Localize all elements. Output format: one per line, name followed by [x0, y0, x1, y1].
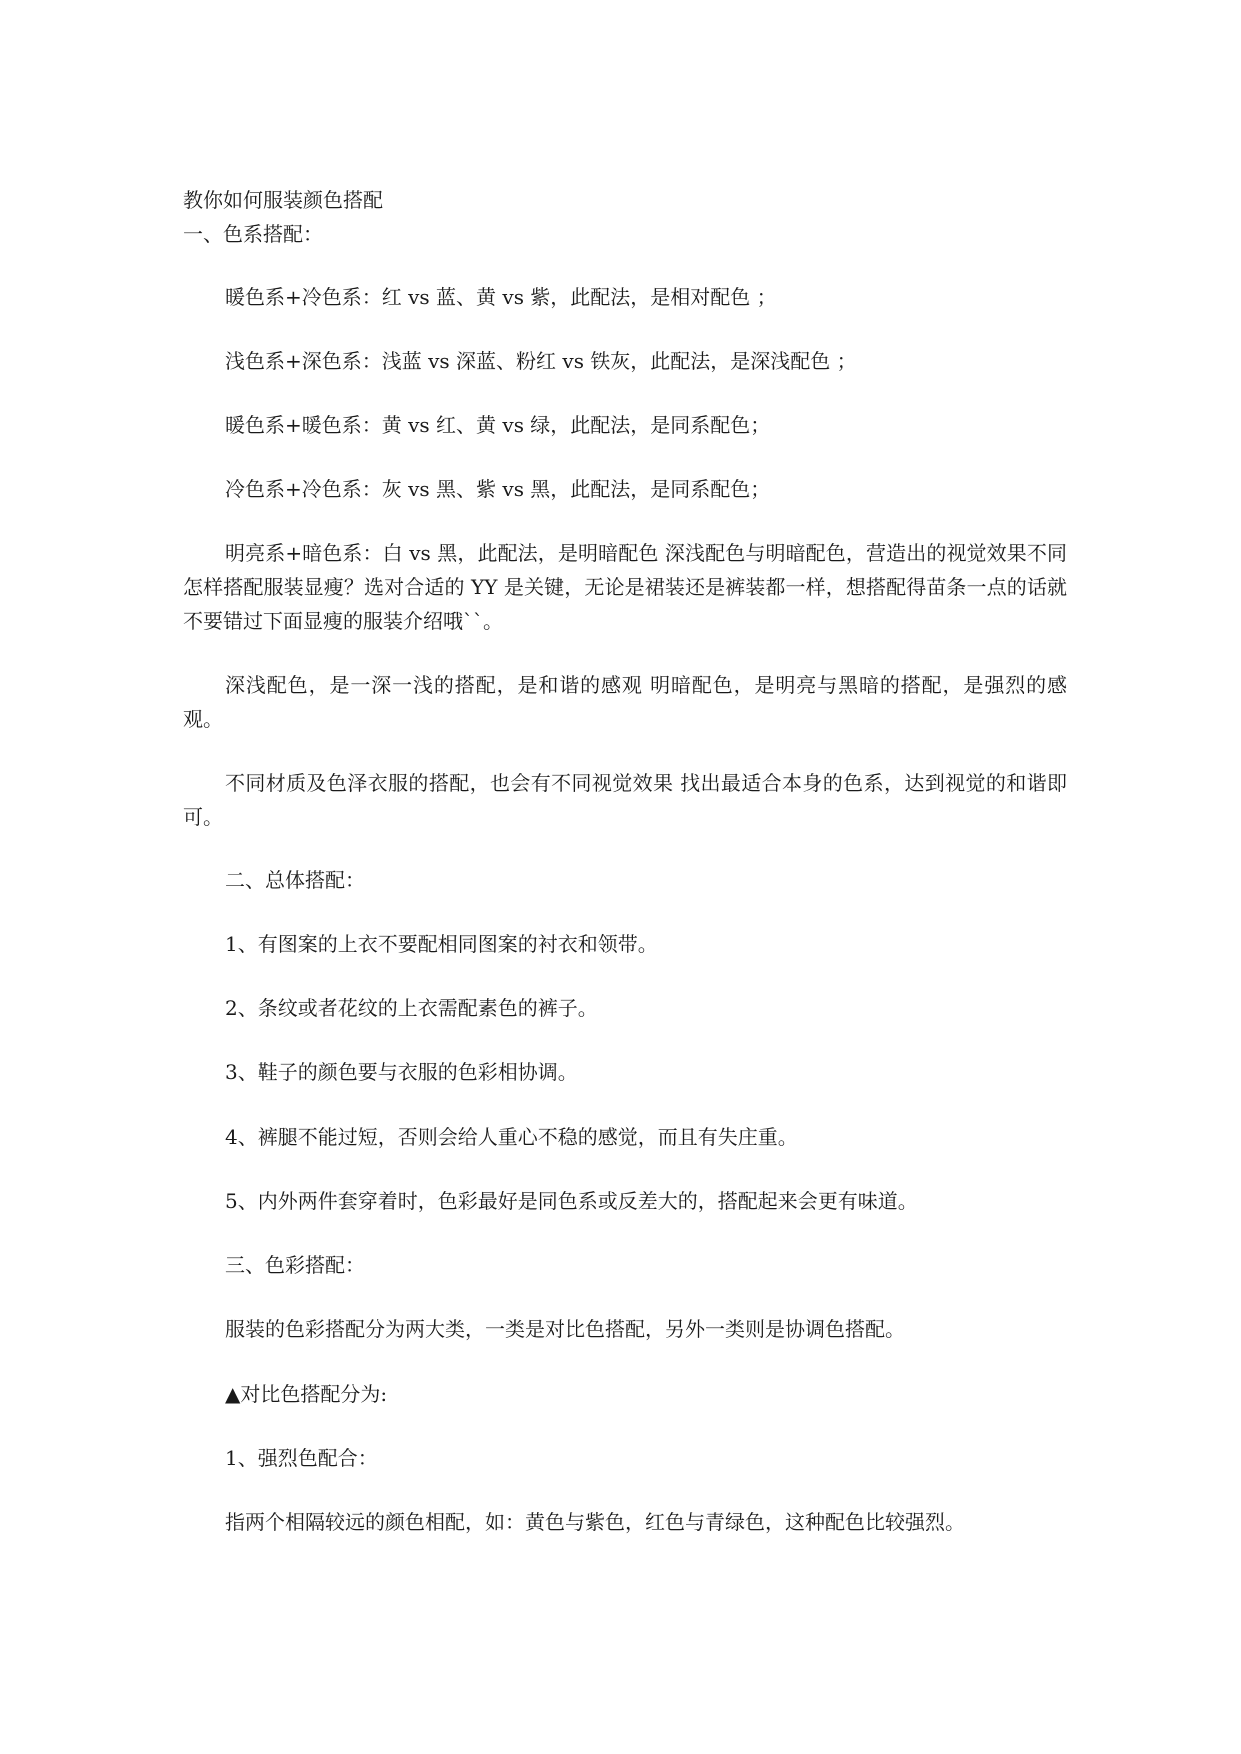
document-title: 教你如何服装颜色搭配: [183, 188, 383, 212]
paragraph-depth: 深浅配色，是一深一浅的搭配，是和谐的感观 明暗配色，是明亮与黑暗的搭配，是强烈的感观。: [183, 673, 1067, 731]
paragraph-strong-color: 指两个相隔较远的颜色相配，如：黄色与紫色，红色与青绿色，这种配色比较强烈。: [225, 1510, 965, 1534]
rule-item: 5、内外两件套穿着时，色彩最好是同色系或反差大的，搭配起来会更有味道。: [225, 1189, 918, 1213]
rule-item: 3、鞋子的颜色要与衣服的色彩相协调。: [225, 1060, 578, 1084]
rule-item: 4、裤腿不能过短，否则会给人重心不稳的感觉，而且有失庄重。: [225, 1125, 798, 1149]
contrast-heading: ▲对比色搭配分为:: [225, 1382, 388, 1406]
paragraph-warm-cool: 暖色系+冷色系：红 vs 蓝、黄 vs 紫，此配法，是相对配色 ；: [225, 285, 777, 309]
paragraph-material: 不同材质及色泽衣服的搭配，也会有不同视觉效果 找出最适合本身的色系，达到视觉的和谐即可。: [183, 771, 1067, 829]
section-heading-overall: 二、总体搭配：: [225, 868, 365, 892]
strong-color-heading: 1、强烈色配合：: [225, 1446, 378, 1470]
section-heading-color-matching: 三、色彩搭配：: [225, 1253, 365, 1277]
section-heading-color-systems: 一、色系搭配：: [183, 222, 323, 246]
paragraph-warm-warm: 暖色系+暖色系：黄 vs 红、黄 vs 绿，此配法，是同系配色；: [225, 413, 771, 437]
paragraph-bright-dark: 明亮系+暗色系：白 vs 黑，此配法，是明暗配色 深浅配色与明暗配色，营造出的视觉效果不同怎样搭配服装显瘦？选对合适的 YY 是关键，无论是裙装还是裤装都一样，想搭配得苗条一点的话就不要错过下面显瘦的服装介绍哦``。: [183, 541, 1067, 633]
rule-item: 2、条纹或者花纹的上衣需配素色的裤子。: [225, 996, 598, 1020]
paragraph-cool-cool: 冷色系+冷色系：灰 vs 黑、紫 vs 黑，此配法，是同系配色；: [225, 477, 771, 501]
rule-item: 1、有图案的上衣不要配相同图案的衬衣和领带。: [225, 932, 658, 956]
paragraph-two-types: 服装的色彩搭配分为两大类，一类是对比色搭配，另外一类则是协调色搭配。: [225, 1317, 905, 1341]
paragraph-light-dark: 浅色系+深色系：浅蓝 vs 深蓝、粉红 vs 铁灰，此配法，是深浅配色 ；: [225, 349, 857, 373]
